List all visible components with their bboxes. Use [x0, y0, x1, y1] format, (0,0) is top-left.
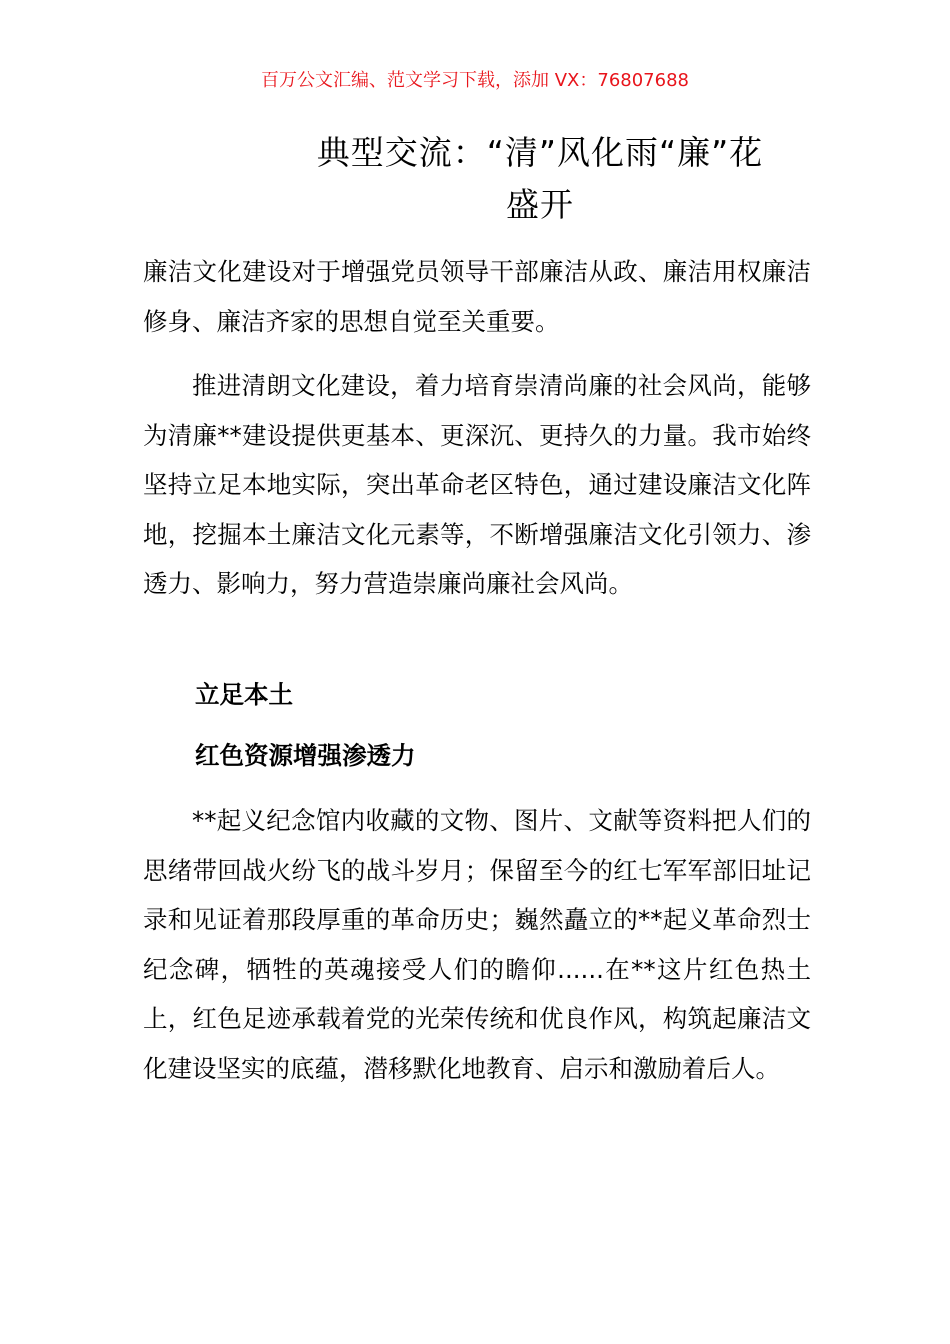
title-line-1: 典型交流：“清”风化雨“廉”花	[316, 133, 764, 172]
section-heading-2: 红色资源增强渗透力	[195, 741, 416, 770]
title-line-2: 盛开	[506, 185, 574, 224]
section-heading-1: 立足本土	[195, 680, 293, 709]
document-title	[260, 127, 820, 231]
paragraph-culture: 推进清朗文化建设，着力培育崇清尚廉的社会风尚，能够为清廉**建设提供更基本、更深沉、更持久的力量。我市始终坚持立足本地实际，突出革命老区特色，通过建设廉洁文化阵地，挖掘本土廉洁文化元素等，不断增强廉洁文化引领力、渗透力、影响力，努力营造崇廉尚廉社会风尚。	[143, 371, 811, 598]
paragraph-red-resources: **起义纪念馆内收藏的文物、图片、文献等资料把人们的思绪带回战火纷飞的战斗岁月；保留至今的红七军军部旧址记录和见证着那段厚重的革命历史；巍然矗立的**起义革命烈士纪念碑，牺牲的英魂接受人们的瞻仰......在**这片红色热土上，红色足迹承载着党的光荣传统和优良作风，构筑起廉洁文化建设坚实的底蕴，潜移默化地教育、启示和激励着后人。	[143, 806, 811, 1083]
promo-header: 百万公文汇编、范文学习下载，添加 VX：76807688	[261, 70, 689, 91]
paragraph-intro: 廉洁文化建设对于增强党员领导干部廉洁从政、廉洁用权廉洁修身、廉洁齐家的思想自觉至关重要。	[143, 257, 811, 336]
